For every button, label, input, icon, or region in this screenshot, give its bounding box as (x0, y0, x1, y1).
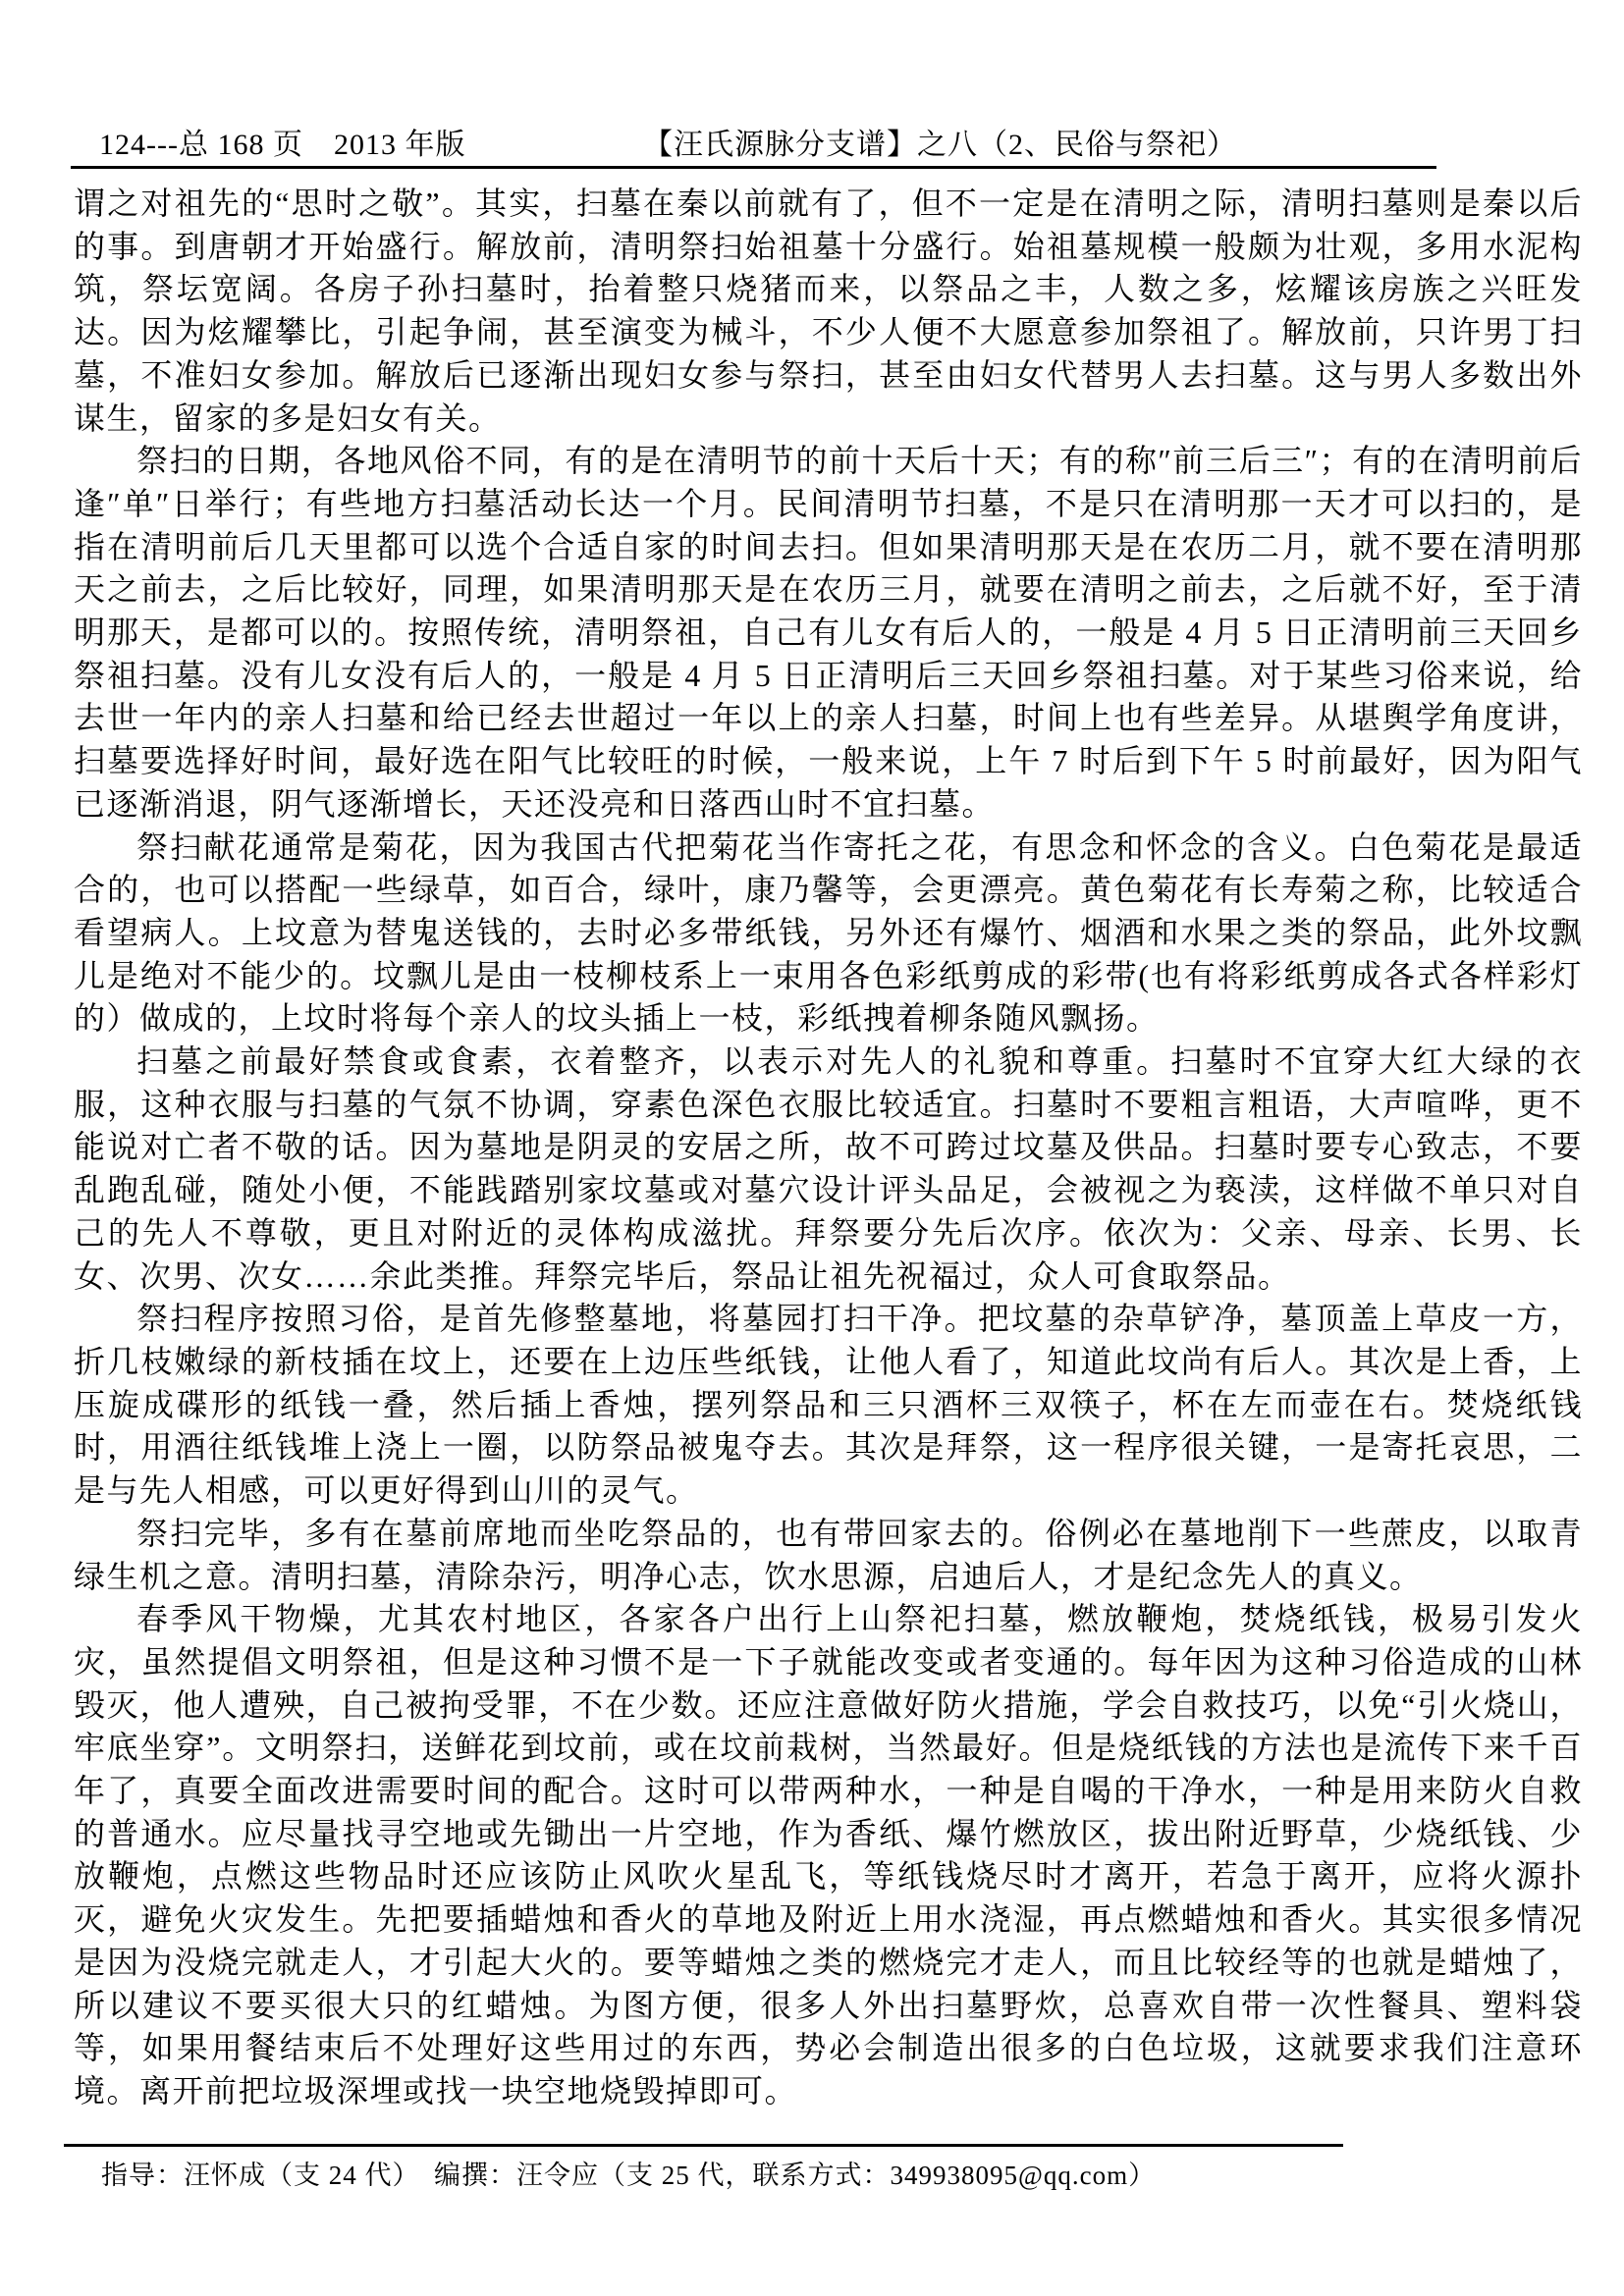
page-number-and-edition: 124---总 168 页 2013 年版 (99, 129, 466, 161)
article-body (74, 183, 1583, 2113)
paragraph: 谓之对祖先的“思时之敬”。其实，扫墓在秦以前就有了，但不一定是在清明之际，清明扫墓则是秦以后的事。到唐朝才开始盛行。解放前，清明祭扫始祖墓十分盛行。始祖墓规模一般颇为壮观，多用水泥构筑，祭坛宽阔。各房子孙扫墓时，抬着整只烧猪而来，以祭品之丰，人数之多，炫耀该房族之兴旺发达。因为炫耀攀比，引起争闹，甚至演变为械斗，不少人便不大愿意参加祭祖了。解放前，只许男丁扫墓，不准妇女参加。解放后已逐渐出现妇女参与祭扫，甚至由妇女代替男人去扫墓。这与男人多数出外谋生，留家的多是妇女有关。 (74, 186, 1583, 436)
header-divider (71, 166, 1436, 169)
footer-divider (64, 2144, 1343, 2147)
paragraph: 祭扫献花通常是菊花，因为我国古代把菊花当作寄托之花，有思念和怀念的含义。白色菊花是最适合的，也可以搭配一些绿草，如百合，绿叶，康乃馨等，会更漂亮。黄色菊花有长寿菊之称，比较适合看望病人。上坟意为替鬼送钱的，去时必多带纸钱，另外还有爆竹、烟酒和水果之类的祭品，此外坟飘儿是绝对不能少的。坟飘儿是由一枝柳枝系上一束用各色彩纸剪成的彩带(也有将彩纸剪成各式各样彩灯的）做成的，上坟时将每个亲人的坟头插上一枝，彩纸拽着柳条随风飘扬。 (74, 828, 1583, 1037)
paragraph: 祭扫程序按照习俗，是首先修整墓地，将墓园打扫干净。把坟墓的杂草铲净，墓顶盖上草皮一方，折几枝嫩绿的新枝插在坟上，还要在上边压些纸钱，让他人看了，知道此坟尚有后人。其次是上香，上压旋成碟形的纸钱一叠，然后插上香烛，摆列祭品和三只酒杯三双筷子，杯在左而壶在右。焚烧纸钱时，用酒往纸钱堆上浇上一圈，以防祭品被鬼夺去。其次是拜祭，这一程序很关键，一是寄托哀思，二是与先人相感，可以更好得到山川的灵气。 (74, 1301, 1583, 1509)
paragraph: 扫墓之前最好禁食或食素，衣着整齐，以表示对先人的礼貌和尊重。扫墓时不宜穿大红大绿的衣服，这种衣服与扫墓的气氛不协调，穿素色深色衣服比较适宜。扫墓时不要粗言粗语，大声喧哗，更不能说对亡者不敬的话。因为墓地是阴灵的安居之所，故不可跨过坟墓及供品。扫墓时要专心致志，不要乱跑乱碰，随处小便，不能践踏别家坟墓或对墓穴设计评头品足，会被视之为亵渎，这样做不单只对自己的先人不尊敬，更且对附近的灵体构成滋扰。拜祭要分先后次序。依次为：父亲、母亲、长男、长女、次男、次女……余此类推。拜祭完毕后，祭品让祖先祝福过，众人可食取祭品。 (74, 1043, 1583, 1294)
paragraph: 祭扫的日期，各地风俗不同，有的是在清明节的前十天后十天；有的称″前三后三″；有的在清明前后逢″单″日举行；有些地方扫墓活动长达一个月。民间清明节扫墓，不是只在清明那一天才可以扫的，是指在清明前后几天里都可以选个合适自家的时间去扫。但如果清明那天是在农历二月，就不要在清明那天之前去，之后比较好，同理，如果清明那天是在农历三月，就要在清明之前去，之后就不好，至于清明那天，是都可以的。按照传统，清明祭祖，自己有儿女有后人的，一般是 4 月 5 日正清明前三天回乡祭祖扫墓。没有儿女没有后人的，一般是 4 月 5 日正清明后三天回乡祭祖扫墓。对于某些习俗来说，给去世一年内的亲人扫墓和给已经去世超过一年以上的亲人扫墓，时间上也有些差异。从堪舆学角度讲，扫墓要选择好时间，最好选在阳气比较旺的时候，一般来说，上午 7 时后到下午 5 时前最好，因为阳气已逐渐消退，阴气逐渐增长，天还没亮和日落西山时不宜扫墓。 (74, 443, 1583, 822)
book-title: 【汪氏源脉分支谱】之八（2、民俗与祭祀） (643, 129, 1237, 161)
paragraph: 春季风干物燥，尤其农村地区，各家各户出行上山祭祀扫墓，燃放鞭炮，焚烧纸钱，极易引发火灾，虽然提倡文明祭祖，但是这种习惯不是一下子就能改变或者变通的。每年因为这种习俗造成的山林毁灭，他人遭殃，自己被拘受罪，不在少数。还应注意做好防火措施，学会自救技巧，以免“引火烧山，牢底坐穿”。文明祭扫，送鲜花到坟前，或在坟前栽树，当然最好。但是烧纸钱的方法也是流传下来千百年了，真要全面改进需要时间的配合。这时可以带两种水，一种是自喝的干净水，一种是用来防火自救的普通水。应尽量找寻空地或先锄出一片空地，作为香纸、爆竹燃放区，拔出附近野草，少烧纸钱、少放鞭炮，点燃这些物品时还应该防止风吹火星乱飞，等纸钱烧尽时才离开，若急于离开，应将火源扑灭，避免火灾发生。先把要插蜡烛和香火的草地及附近上用水浇湿，再点燃蜡烛和香火。其实很多情况是因为没烧完就走人，才引起大火的。要等蜡烛之类的燃烧完才走人，而且比较经等的也就是蜡烛了，所以建议不要买很大只的红蜡烛。为图方便，很多人外出扫墓野炊，总喜欢自带一次性餐具、塑料袋等，如果用餐结束后不处理好这些用过的东西，势必会制造出很多的白色垃圾，这就要求我们注意环境。离开前把垃圾深埋或找一块空地烧毁掉即可。 (74, 1601, 1583, 2109)
footer-credits: 指导：汪怀成（支 24 代） 编撰：汪令应（支 25 代，联系方式：349938095@qq.com） (101, 2161, 1157, 2190)
paragraph: 祭扫完毕，多有在墓前席地而坐吃祭品的，也有带回家去的。俗例必在墓地削下一些蔗皮，以取青绿生机之意。清明扫墓，清除杂污，明净心志，饮水思源，启迪后人，才是纪念先人的真义。 (74, 1515, 1583, 1594)
